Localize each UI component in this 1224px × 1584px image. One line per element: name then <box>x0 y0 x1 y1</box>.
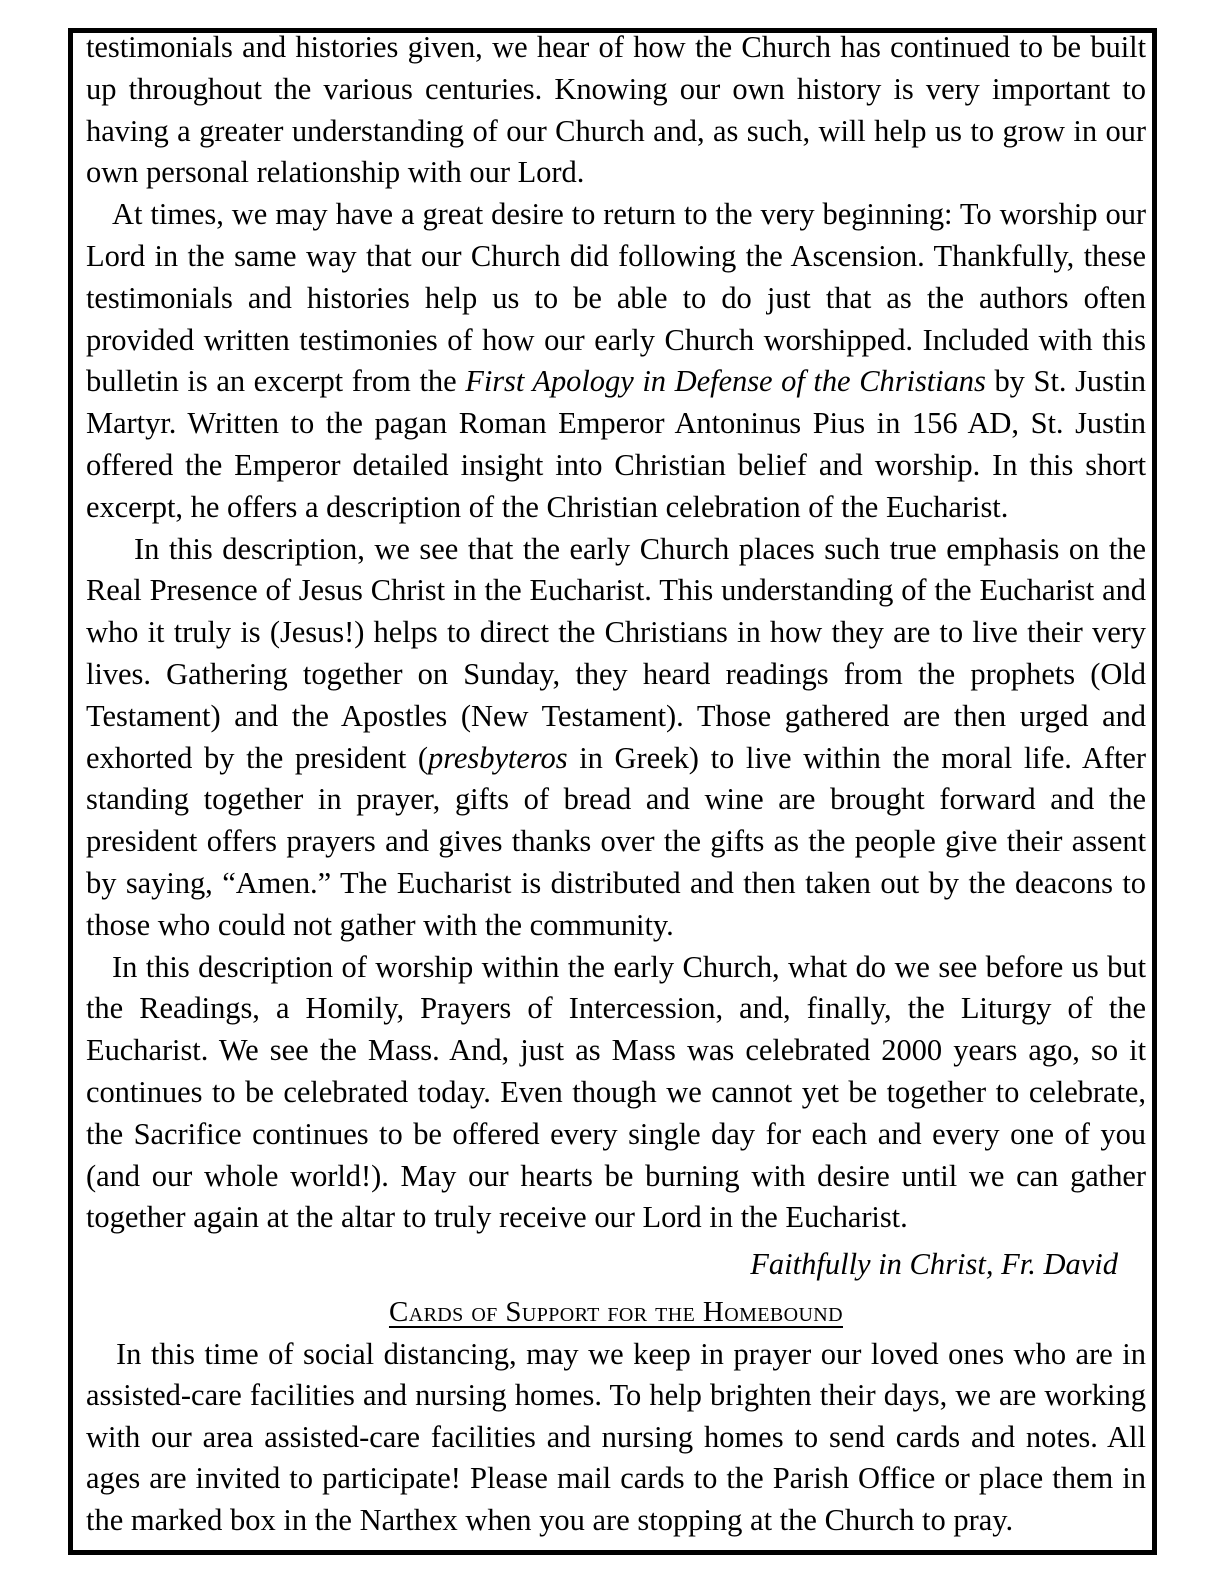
paragraph-in-this-description-part1: In this description, we see that the early Church places such true emphasis on the Real Presence of Jesus Christ in the Eucharist. This understanding of the Eucharist and who it truly is (Jesus!) helps to direct the Christians in how they are to live their very lives. Gathering together on Sunday, they heard readings from the prophets (Old Testament) and the Apostles (New Testament). Those gathered are then urged and exhorted by the president ( <box>86 531 1146 775</box>
paragraph-at-times-part1: At times, we may have a great desire to return to the very beginning: To worship our Lord in the same way that our Church did following the Ascension. Thankfully, these testimonials and histories help us to be able to do just that as the authors often provided written testimonies of how our early Church worshipped. Included with this bulletin is an excerpt from the <box>86 197 1146 399</box>
paragraph-continuation: testimonials and histories given, we hear of how the Church has continued to be built up throughout the various centuries. Knowing our own history is very important to having a greater understanding of our Church and, as such, will help us to grow in our own personal relationship with our Lord. <box>86 30 1146 190</box>
book-title-first-apology: First Apology in Defense of the Christians <box>465 364 986 399</box>
paragraph-cards-of-support-body: In this time of social distancing, may we keep in prayer our loved ones who are in assisted-care facilities and nursing homes. To help brighten their days, we are working with our area assisted-care facilities and nursing homes to send cards and notes. All ages are invited to participate! Please mail cards to the Parish Office or place them in the marked box in the Narthex when you are stopping at the Church to pray. <box>86 1336 1146 1537</box>
paragraph-in-this-description-part2: in Greek) to live within the moral life. After standing together in prayer, gifts of bread and wine are brought forward and the president offers prayers and gives thanks over the gifts as the people give their assent by saying, “Amen.” The Eucharist is distributed and then taken out by the deacons to those who could not gather with the community. <box>86 740 1146 942</box>
section-heading-text: Cards of Support for the Homebound <box>388 1295 843 1328</box>
greek-term-presbyteros: presbyteros <box>428 740 568 775</box>
section-heading-cards-of-support <box>86 1292 1146 1332</box>
paragraph-at-times <box>86 194 1146 528</box>
letter-signature: Faithfully in Christ, Fr. David <box>750 1247 1118 1282</box>
paragraph-in-this-description <box>86 529 1146 947</box>
paragraph-at-times-part2: by St. Justin Martyr. Written to the pagan Roman Emperor Antoninus Pius in 156 AD, St. Justin offered the Emperor detailed insight into Christian belief and worship. In this short excerpt, he offers a description of the Christian celebration of the Eucharist. <box>86 364 1146 524</box>
bulletin-text-column <box>86 28 1146 1541</box>
bulletin-content-box <box>68 28 1157 1555</box>
paragraph-worship-early-church: In this description of worship within the early Church, what do we see before us but the Readings, a Homily, Prayers of Intercession, and, finally, the Liturgy of the Eucharist. We see the Mass. And, just as Mass was celebrated 2000 years ago, so it continues to be celebrated today. Even though we cannot yet be together to celebrate, the Sacrifice continues to be offered every single day for each and every one of you (and our whole world!). May our hearts be burning with desire until we can gather together again at the altar to truly receive our Lord in the Eucharist. <box>86 949 1146 1235</box>
